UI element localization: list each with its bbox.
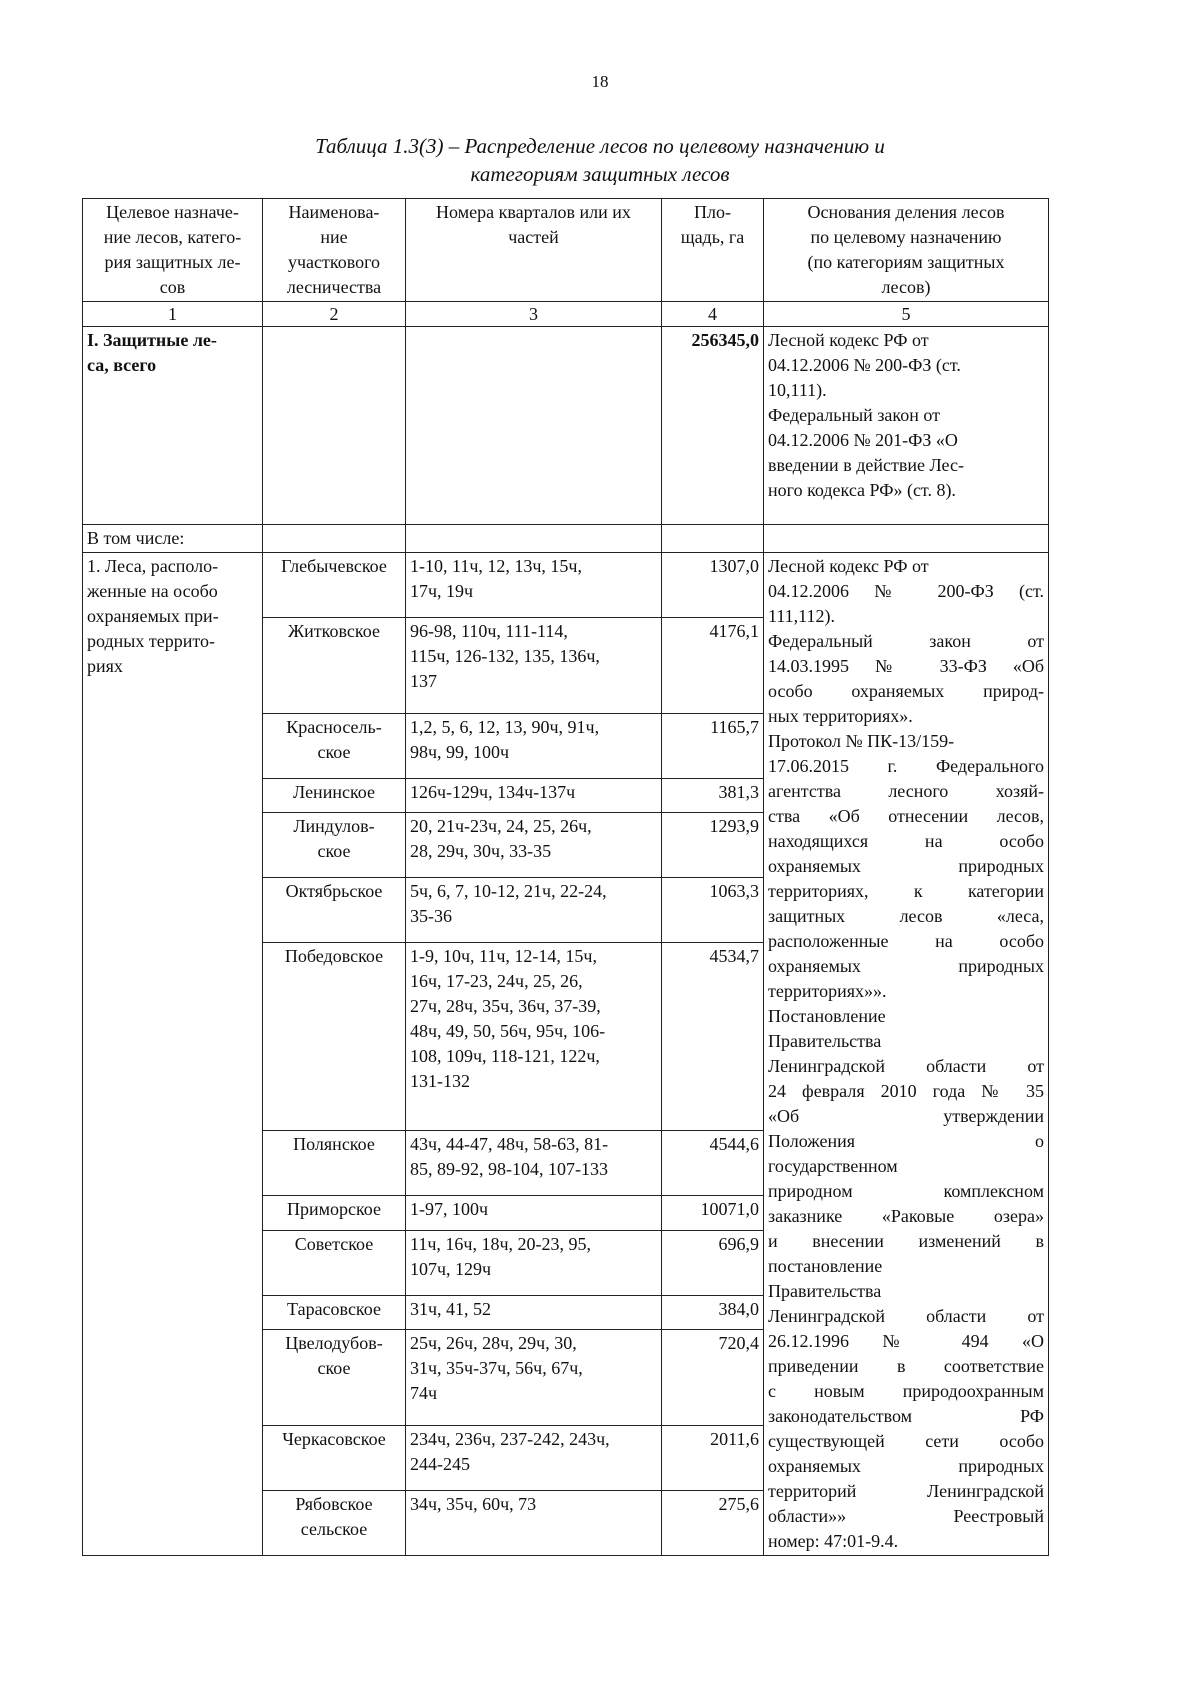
basis-line: ства «Об отнесении лесов, bbox=[768, 806, 1044, 826]
quarter-line: 1-97, 100ч bbox=[410, 1199, 489, 1220]
column-number: 1 bbox=[83, 302, 263, 327]
basis-line: Постановление bbox=[768, 1006, 886, 1026]
header-row bbox=[83, 199, 1049, 302]
total-basis-line: 10,111). bbox=[768, 380, 827, 400]
forestry-line: ское bbox=[317, 1358, 351, 1379]
forestry-name bbox=[263, 1490, 406, 1555]
including-empty bbox=[406, 525, 662, 553]
including-empty bbox=[662, 525, 764, 553]
basis-line: территориях, к категории bbox=[768, 881, 1044, 901]
forestry-name bbox=[263, 618, 406, 714]
basis-line: области»» Реестровый bbox=[768, 1506, 1044, 1526]
basis-line: Правительства bbox=[768, 1031, 882, 1051]
basis-line: с новым природоохранным bbox=[768, 1381, 1044, 1401]
area-value: 4544,6 bbox=[662, 1131, 764, 1196]
subcategory-basis bbox=[764, 553, 1049, 1556]
caption-line-2: категориям защитных лесов bbox=[470, 162, 730, 186]
quarter-numbers bbox=[406, 813, 662, 878]
quarter-line: 234ч, 236ч, 237-242, 243ч, bbox=[410, 1428, 610, 1449]
total-basis-line: 04.12.2006 № 200-ФЗ (ст. bbox=[768, 355, 961, 375]
header-line: Наименова- bbox=[288, 202, 380, 222]
basis-line: особо охраняемых природ- bbox=[768, 681, 1044, 701]
quarter-line: 74ч bbox=[410, 1383, 438, 1404]
basis-line: Ленинградской области от bbox=[768, 1056, 1044, 1076]
subcategory-line: женные на особо bbox=[87, 581, 218, 601]
basis-line: 14.03.1995 № 33-ФЗ «Об bbox=[768, 656, 1044, 676]
quarter-line: 244-245 bbox=[410, 1453, 470, 1474]
quarter-line: 34ч, 35ч, 60ч, 73 bbox=[410, 1493, 537, 1514]
area-value: 1165,7 bbox=[662, 713, 764, 778]
basis-line: ных территориях». bbox=[768, 706, 913, 726]
basis-line: приведении в соответствие bbox=[768, 1356, 1044, 1376]
area-value: 384,0 bbox=[662, 1295, 764, 1329]
header-line: по целевому назначению bbox=[810, 227, 1002, 247]
header-purpose bbox=[83, 199, 263, 302]
quarter-line: 85, 89-92, 98-104, 107-133 bbox=[410, 1159, 608, 1180]
forestry-line: Тарасовское bbox=[287, 1298, 381, 1319]
table-caption bbox=[180, 132, 1020, 188]
header-line: Целевое назначе- bbox=[106, 202, 239, 222]
basis-line: Положения о bbox=[768, 1131, 1044, 1151]
quarter-line: 27ч, 28ч, 35ч, 36ч, 37-39, bbox=[410, 996, 601, 1017]
quarter-line: 43ч, 44-47, 48ч, 58-63, 81- bbox=[410, 1134, 609, 1155]
quarter-line: 1-9, 10ч, 11ч, 12-14, 15ч, bbox=[410, 946, 597, 967]
basis-line: существующей сети особо bbox=[768, 1431, 1044, 1451]
forestry-name bbox=[263, 1295, 406, 1329]
header-line: сов bbox=[159, 277, 186, 297]
column-number: 2 bbox=[263, 302, 406, 327]
quarter-line: 131-132 bbox=[410, 1071, 470, 1092]
basis-line: 24 февраля 2010 года № 35 bbox=[768, 1081, 1044, 1101]
header-line: рия защитных ле- bbox=[104, 252, 241, 272]
total-basis-line: ного кодекса РФ» (ст. 8). bbox=[768, 480, 956, 500]
basis-line: находящихся на особо bbox=[768, 831, 1044, 851]
forestry-name bbox=[263, 778, 406, 812]
quarter-numbers bbox=[406, 1295, 662, 1329]
header-line: участкового bbox=[287, 252, 381, 272]
quarter-line: 48ч, 49, 50, 56ч, 95ч, 106- bbox=[410, 1021, 606, 1042]
total-row bbox=[83, 327, 1049, 525]
quarter-line: 25ч, 26ч, 28ч, 29ч, 30, bbox=[410, 1333, 577, 1354]
header-quarters bbox=[406, 199, 662, 302]
quarter-line: 17ч, 19ч bbox=[410, 581, 474, 601]
total-category bbox=[83, 327, 263, 525]
basis-line: законодательством РФ bbox=[768, 1406, 1044, 1426]
table-row bbox=[83, 553, 1049, 618]
forestry-name bbox=[263, 878, 406, 943]
basis-line: охраняемых природных bbox=[768, 856, 1044, 876]
forestry-line: Линдулов- bbox=[293, 816, 375, 837]
quarter-line: 96-98, 110ч, 111-114, bbox=[410, 621, 568, 642]
quarter-numbers bbox=[406, 778, 662, 812]
basis-line: 17.06.2015 г. Федерального bbox=[768, 756, 1044, 776]
column-number: 5 bbox=[764, 302, 1049, 327]
forestry-line: Победовское bbox=[284, 946, 384, 967]
forestry-line: Приморское bbox=[286, 1199, 382, 1220]
area-value: 1293,9 bbox=[662, 813, 764, 878]
quarter-line: 35-36 bbox=[410, 906, 452, 927]
quarter-line: 126ч-129ч, 134ч-137ч bbox=[410, 781, 576, 802]
quarter-line: 11ч, 16ч, 18ч, 20-23, 95, bbox=[410, 1233, 591, 1254]
header-area bbox=[662, 199, 764, 302]
including-empty bbox=[764, 525, 1049, 553]
header-line: (по категориям защитных bbox=[807, 252, 1005, 272]
quarter-numbers bbox=[406, 553, 662, 618]
column-numbers-row bbox=[83, 302, 1049, 327]
forestry-line: Рябовское bbox=[295, 1493, 373, 1514]
area-value: 2011,6 bbox=[662, 1425, 764, 1490]
area-value: 381,3 bbox=[662, 778, 764, 812]
basis-line: Федеральный закон от bbox=[768, 631, 1044, 651]
basis-line: расположенные на особо bbox=[768, 931, 1044, 951]
header-line: ние лесов, катего- bbox=[103, 227, 242, 247]
header-line: ние bbox=[320, 227, 348, 247]
basis-line: 04.12.2006 № 200-ФЗ (ст. bbox=[768, 581, 1044, 601]
header-basis bbox=[764, 199, 1049, 302]
quarter-line: 108, 109ч, 118-121, 122ч, bbox=[410, 1046, 600, 1067]
quarter-numbers bbox=[406, 1425, 662, 1490]
forestry-line: Ленинское bbox=[292, 781, 375, 802]
forestry-name bbox=[263, 1230, 406, 1295]
caption-line-1: Таблица 1.3(3) – Распределение лесов по целевому назначению и bbox=[315, 134, 885, 158]
header-line: Основания деления лесов bbox=[807, 202, 1005, 222]
forestry-name bbox=[263, 713, 406, 778]
total-basis-line: введении в действие Лес- bbox=[768, 455, 964, 475]
forestry-line: ское bbox=[317, 841, 351, 862]
basis-line: территорий Ленинградской bbox=[768, 1481, 1044, 1501]
total-category-line: са, всего bbox=[87, 355, 157, 375]
basis-line: природном комплексном bbox=[768, 1181, 1044, 1201]
area-value: 1307,0 bbox=[662, 553, 764, 618]
subcategory-line: 1. Леса, располо- bbox=[87, 556, 219, 576]
quarter-line: 137 bbox=[410, 671, 437, 692]
quarter-numbers bbox=[406, 1330, 662, 1426]
quarter-numbers bbox=[406, 713, 662, 778]
quarter-line: 20, 21ч-23ч, 24, 25, 26ч, bbox=[410, 816, 592, 837]
basis-line: «Об утверждении bbox=[768, 1106, 1044, 1126]
including-empty bbox=[263, 525, 406, 553]
forestry-line: Житковское bbox=[288, 621, 380, 642]
basis-line: заказнике «Раковые озера» bbox=[768, 1206, 1044, 1226]
basis-line: охраняемых природных bbox=[768, 1456, 1044, 1476]
area-value: 10071,0 bbox=[662, 1196, 764, 1230]
quarter-numbers bbox=[406, 1230, 662, 1295]
area-value: 696,9 bbox=[662, 1230, 764, 1295]
basis-line: и внесении изменений в bbox=[768, 1231, 1044, 1251]
basis-line: агентства лесного хозяй- bbox=[768, 781, 1044, 801]
area-value: 4534,7 bbox=[662, 943, 764, 1131]
quarter-line: 31ч, 41, 52 bbox=[410, 1298, 492, 1319]
quarter-line: 107ч, 129ч bbox=[410, 1258, 492, 1279]
column-number: 3 bbox=[406, 302, 662, 327]
page-number: 18 bbox=[591, 72, 609, 91]
quarter-numbers bbox=[406, 618, 662, 714]
total-basis-line: 04.12.2006 № 201-ФЗ «О bbox=[768, 430, 958, 450]
quarter-line: 1,2, 5, 6, 12, 13, 90ч, 91ч, bbox=[410, 716, 600, 737]
forestry-name bbox=[263, 1196, 406, 1230]
forestry-name bbox=[263, 553, 406, 618]
basis-line: Ленинградской области от bbox=[768, 1306, 1044, 1326]
basis-line: Правительства bbox=[768, 1281, 882, 1301]
forestry-name bbox=[263, 1131, 406, 1196]
forestry-line: Октябрьское bbox=[285, 881, 383, 902]
area-value: 275,6 bbox=[662, 1490, 764, 1555]
basis-line: защитных лесов «леса, bbox=[768, 906, 1044, 926]
total-area: 256345,0 bbox=[662, 327, 764, 525]
subcategory-line: охраняемых при- bbox=[87, 606, 219, 626]
including-row bbox=[83, 525, 1049, 553]
forestry-name bbox=[263, 1330, 406, 1426]
quarter-numbers bbox=[406, 878, 662, 943]
quarter-line: 28, 29ч, 30ч, 33-35 bbox=[410, 841, 552, 862]
quarter-line: 115ч, 126-132, 135, 136ч, bbox=[410, 646, 600, 667]
subcategory-name bbox=[83, 553, 263, 1556]
total-basis bbox=[764, 327, 1049, 525]
basis-line: 111,112). bbox=[768, 606, 835, 626]
area-value: 1063,3 bbox=[662, 878, 764, 943]
total-quarters-empty bbox=[406, 327, 662, 525]
forestry-line: Советское bbox=[294, 1233, 374, 1254]
basis-line: Лесной кодекс РФ от bbox=[768, 556, 929, 576]
forestry-name bbox=[263, 813, 406, 878]
basis-line: территориях»». bbox=[768, 981, 887, 1001]
forestry-line: Черкасовское bbox=[282, 1428, 386, 1449]
forestry-line: Красносель- bbox=[286, 716, 382, 737]
quarter-numbers bbox=[406, 943, 662, 1131]
forest-distribution-table bbox=[82, 198, 1049, 1556]
subcategory-line: родных террито- bbox=[87, 631, 215, 651]
total-basis-line: Лесной кодекс РФ от bbox=[768, 330, 929, 350]
area-value: 4176,1 bbox=[662, 618, 764, 714]
basis-line: охраняемых природных bbox=[768, 956, 1044, 976]
forestry-line: Цвелодубов- bbox=[285, 1333, 383, 1354]
including-label: В том числе: bbox=[83, 525, 263, 553]
total-category-line: I. Защитные ле- bbox=[87, 330, 217, 350]
basis-line: постановление bbox=[768, 1256, 883, 1276]
forestry-line: Полянское bbox=[293, 1134, 375, 1155]
total-basis-line: Федеральный закон от bbox=[768, 405, 941, 425]
basis-line: 26.12.1996 № 494 «О bbox=[768, 1331, 1044, 1351]
quarter-line: 31ч, 35ч-37ч, 56ч, 67ч, bbox=[410, 1358, 583, 1379]
forestry-line: ское bbox=[317, 741, 351, 762]
header-line: щадь, га bbox=[680, 227, 745, 247]
header-line: лесничества bbox=[286, 277, 382, 297]
forestry-line: сельское bbox=[300, 1518, 368, 1539]
forestry-name bbox=[263, 943, 406, 1131]
forestry-name bbox=[263, 1425, 406, 1490]
basis-line: государственном bbox=[768, 1156, 898, 1176]
header-line: лесов) bbox=[881, 277, 931, 297]
total-forestry-empty bbox=[263, 327, 406, 525]
quarter-line: 98ч, 99, 100ч bbox=[410, 741, 510, 762]
column-number: 4 bbox=[662, 302, 764, 327]
basis-line: Протокол № ПК-13/159- bbox=[768, 731, 955, 751]
header-forestry bbox=[263, 199, 406, 302]
quarter-numbers bbox=[406, 1196, 662, 1230]
header-line: Номера кварталов или их bbox=[436, 202, 631, 222]
forestry-line: Глебычевское bbox=[281, 556, 387, 576]
subcategory-line: риях bbox=[87, 656, 123, 676]
quarter-numbers bbox=[406, 1131, 662, 1196]
header-line: Пло- bbox=[694, 202, 731, 222]
header-line: частей bbox=[508, 227, 559, 247]
quarter-numbers bbox=[406, 1490, 662, 1555]
area-value: 720,4 bbox=[662, 1330, 764, 1426]
quarter-line: 5ч, 6, 7, 10-12, 21ч, 22-24, bbox=[410, 881, 607, 902]
quarter-line: 16ч, 17-23, 24ч, 25, 26, bbox=[410, 971, 583, 992]
basis-line: номер: 47:01-9.4. bbox=[768, 1531, 899, 1551]
quarter-line: 1-10, 11ч, 12, 13ч, 15ч, bbox=[410, 556, 582, 576]
